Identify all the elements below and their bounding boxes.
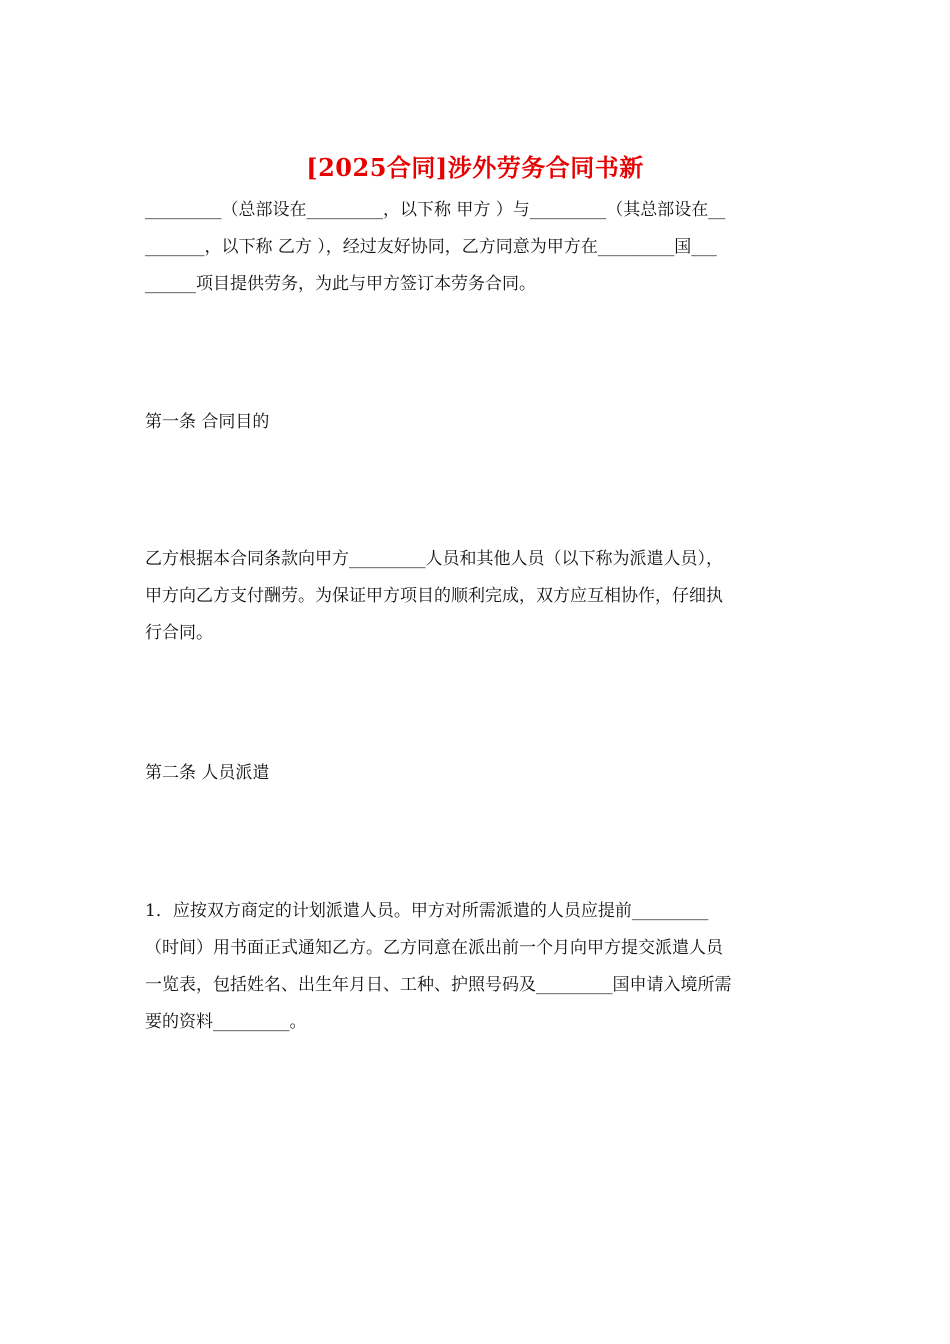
- article2-line: 要的资料_________。: [145, 1012, 307, 1032]
- article2-line: （时间）用书面正式通知乙方。乙方同意在派出前一个月向甲方提交派遣人员: [145, 938, 723, 958]
- article2-heading: 第二条 人员派遣: [145, 763, 270, 783]
- intro-line: _______，以下称 乙方 ），经过友好协同，乙方同意为甲方在_________国___: [145, 237, 717, 257]
- article1-line: 甲方向乙方支付酬劳。为保证甲方项目的顺利完成，双方应互相协作，仔细执: [145, 586, 723, 606]
- article1-line: 行合同。: [145, 623, 213, 643]
- article1-paragraph: [145, 541, 807, 652]
- article2-line: 一览表，包括姓名、出生年月日、工种、护照号码及_________国申请入境所需: [145, 975, 732, 995]
- intro-paragraph: [145, 192, 807, 303]
- article2-paragraph: [145, 893, 807, 1041]
- document-title: [2025合同]涉外劳务合同书新: [306, 153, 644, 182]
- article1-line: 乙方根据本合同条款向甲方_________人员和其他人员（以下称为派遣人员），: [145, 549, 723, 569]
- article2-line: 1．应按双方商定的计划派遣人员。甲方对所需派遣的人员应提前_________: [145, 901, 709, 921]
- intro-line: ______项目提供劳务，为此与甲方签订本劳务合同。: [145, 274, 536, 294]
- article1-heading: 第一条 合同目的: [145, 412, 270, 432]
- intro-line: _________（总部设在_________，以下称 甲方 ）与_________（其总部设在__: [145, 200, 726, 220]
